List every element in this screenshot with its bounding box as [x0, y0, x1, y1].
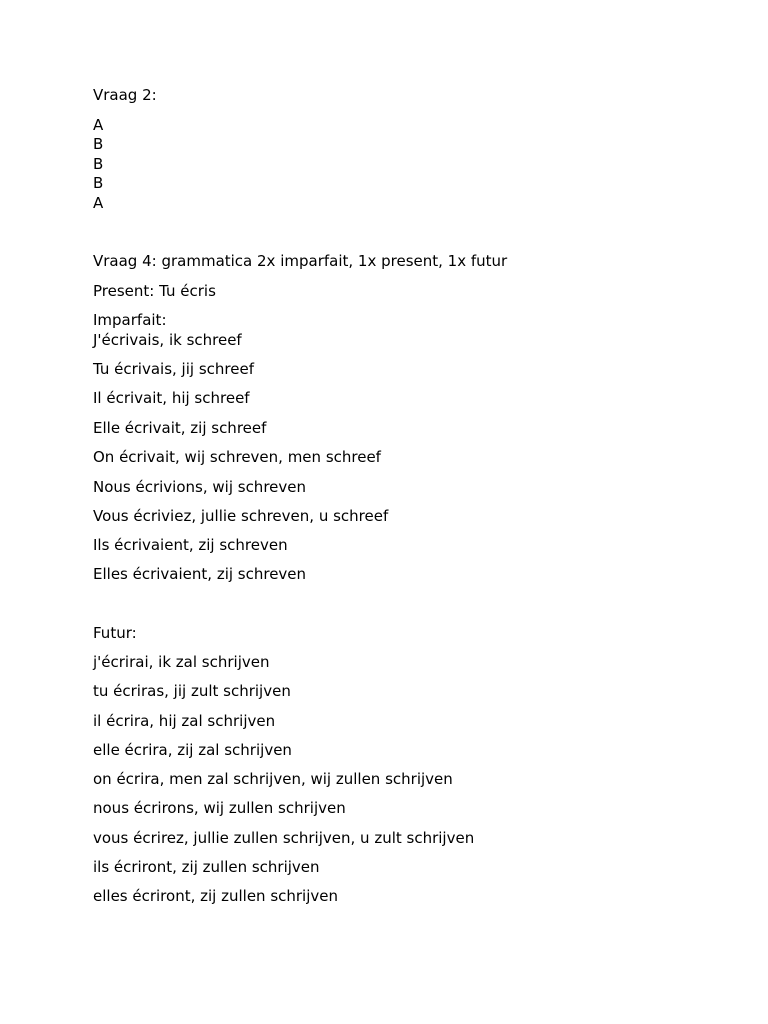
- futur-line: on écrira, men zal schrijven, wij zullen schrijven: [93, 770, 453, 788]
- futur-line: j'écrirai, ik zal schrijven: [93, 653, 270, 671]
- futur-line: vous écrirez, jullie zullen schrijven, u zult schrijven: [93, 829, 475, 847]
- imparfait-line: Ils écrivaient, zij schreven: [93, 536, 288, 554]
- imparfait-line: Nous écrivions, wij schreven: [93, 478, 306, 496]
- futur-line: ils écriront, zij zullen schrijven: [93, 858, 320, 876]
- futur-line: tu écriras, jij zult schrijven: [93, 682, 291, 700]
- imparfait-line: J'écrivais, ik schreef: [93, 331, 242, 349]
- futur-line: il écrira, hij zal schrijven: [93, 712, 276, 730]
- imparfait-line: On écrivait, wij schreven, men schreef: [93, 448, 381, 466]
- imparfait-line: Vous écriviez, jullie schreven, u schreef: [93, 507, 389, 525]
- imparfait-line: Elle écrivait, zij schreef: [93, 419, 267, 437]
- imparfait-heading: Imparfait:: [93, 311, 167, 329]
- vraag2-answer-5: A: [93, 194, 104, 212]
- futur-line: elles écriront, zij zullen schrijven: [93, 887, 339, 905]
- vraag2-answer-1: A: [93, 116, 104, 134]
- vraag2-heading: Vraag 2:: [93, 86, 157, 104]
- imparfait-line: Tu écrivais, jij schreef: [93, 360, 254, 378]
- vraag2-answer-2: B: [93, 135, 104, 153]
- vraag2-answer-4: B: [93, 174, 104, 192]
- vraag4-heading: Vraag 4: grammatica 2x imparfait, 1x present, 1x futur: [93, 252, 508, 270]
- vraag2-answer-3: B: [93, 155, 104, 173]
- futur-line: nous écrirons, wij zullen schrijven: [93, 799, 346, 817]
- futur-heading: Futur:: [93, 624, 137, 642]
- imparfait-line: Il écrivait, hij schreef: [93, 389, 250, 407]
- futur-line: elle écrira, zij zal schrijven: [93, 741, 292, 759]
- imparfait-line: Elles écrivaient, zij schreven: [93, 565, 307, 583]
- present-line: Present: Tu écris: [93, 282, 216, 300]
